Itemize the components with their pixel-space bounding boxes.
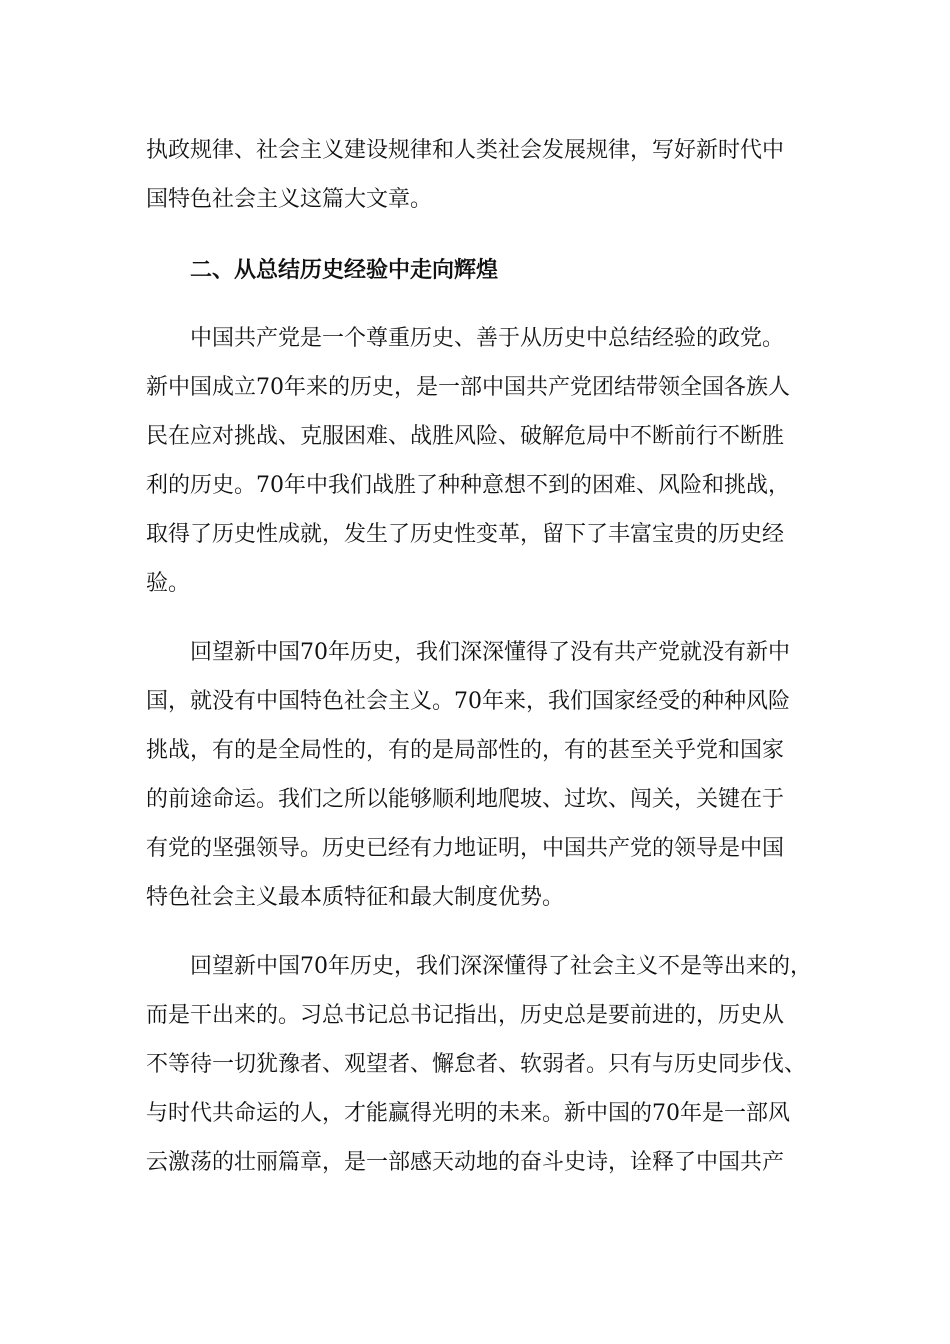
- section-heading: 二、从总结历史经验中走向辉煌: [190, 257, 499, 283]
- paragraph-3-line-1: 回望新中国70年历史，我们深深懂得了没有共产党就没有新中: [190, 640, 790, 665]
- paragraph-3-line-2: 国，就没有中国特色社会主义。70年来，我们国家经受的种种风险: [146, 689, 790, 714]
- paragraph-1-line-2: 国特色社会主义这篇大文章。: [146, 187, 433, 212]
- paragraph-2-line-1: 中国共产党是一个尊重历史、善于从历史中总结经验的政党。: [190, 326, 785, 351]
- paragraph-2-line-2: 新中国成立70年来的历史，是一部中国共产党团结带领全国各族人: [146, 375, 790, 400]
- paragraph-4-line-5: 云激荡的壮丽篇章，是一部感天动地的奋斗史诗，诠释了中国共产: [146, 1150, 785, 1175]
- paragraph-3-line-3: 挑战，有的是全局性的，有的是局部性的，有的甚至关乎党和国家: [146, 738, 785, 763]
- paragraph-4-line-1: 回望新中国70年历史，我们深深懂得了社会主义不是等出来的，: [190, 954, 812, 979]
- paragraph-3-line-4: 的前途命运。我们之所以能够顺利地爬坡、过坎、闯关，关键在于: [146, 787, 785, 812]
- paragraph-4-line-4: 与时代共命运的人，才能赢得光明的未来。新中国的70年是一部风: [146, 1101, 790, 1126]
- paragraph-2-line-3: 民在应对挑战、克服困难、战胜风险、破解危局中不断前行不断胜: [146, 424, 785, 449]
- paragraph-4-line-3: 不等待一切犹豫者、观望者、懈怠者、软弱者。只有与历史同步伐、: [146, 1052, 807, 1077]
- paragraph-2-line-5: 取得了历史性成就，发生了历史性变革，留下了丰富宝贵的历史经: [146, 522, 785, 547]
- paragraph-2-line-6: 验。: [146, 571, 191, 596]
- paragraph-1-line-1: 执政规律、社会主义建设规律和人类社会发展规律，写好新时代中: [146, 138, 785, 163]
- paragraph-3-line-5: 有党的坚强领导。历史已经有力地证明，中国共产党的领导是中国: [146, 836, 785, 861]
- paragraph-2-line-4: 利的历史。70年中我们战胜了种种意想不到的困难、风险和挑战，: [146, 473, 790, 498]
- paragraph-4-line-2: 而是干出来的。习总书记总书记指出，历史总是要前进的，历史从: [146, 1003, 785, 1028]
- paragraph-3-line-6: 特色社会主义最本质特征和最大制度优势。: [146, 885, 565, 910]
